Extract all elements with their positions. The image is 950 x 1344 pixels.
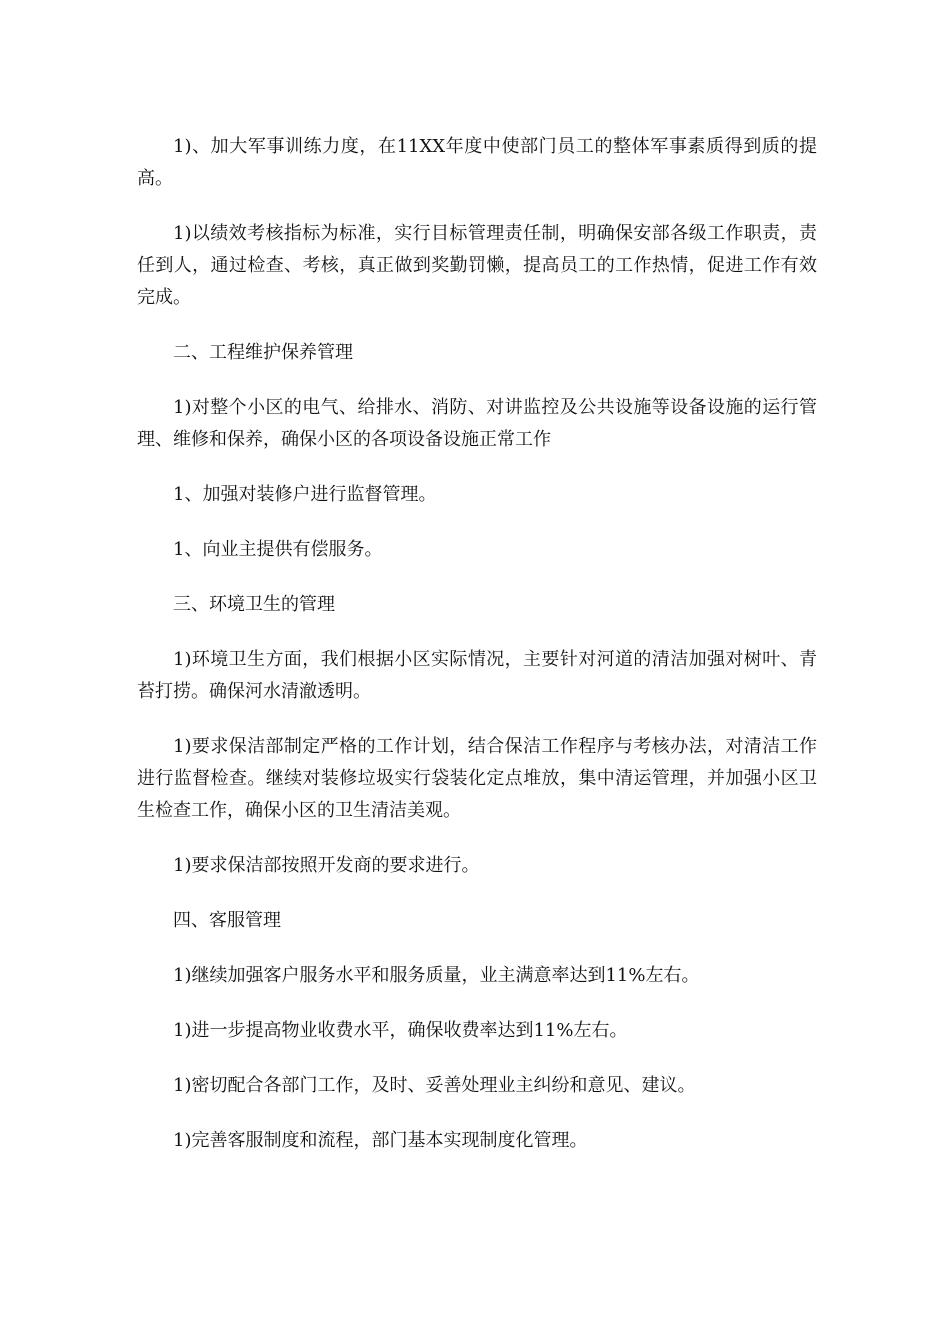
section-heading-engineering: 二、工程维护保养管理: [173, 342, 353, 363]
paragraph-military-training: 1)、加大军事训练力度，在11XX年度中使部门员工的整体军事素质得到质的提高。: [137, 136, 817, 189]
paragraph-renovation-supervision: 1、加强对装修户进行监督管理。: [173, 484, 437, 505]
paragraph-equipment-maintenance: 1)对整个小区的电气、给排水、消防、对讲监控及公共设施等设备设施的运行管理、维修和保养，确保小区的各项设备设施正常工作: [137, 397, 817, 450]
document-page: [137, 131, 817, 1180]
paragraph-developer-requirements: 1)要求保洁部按照开发商的要求进行。: [173, 855, 480, 876]
paragraph-fee-collection: 1)进一步提高物业收费水平，确保收费率达到11%左右。: [173, 1020, 628, 1041]
paragraph-dispute-handling: 1)密切配合各部门工作，及时、妥善处理业主纠纷和意见、建议。: [173, 1075, 696, 1096]
paragraph-cleaning-plan: 1)要求保洁部制定严格的工作计划，结合保洁工作程序与考核办法，对清洁工作进行监督检查。继续对装修垃圾实行袋装化定点堆放，集中清运管理，并加强小区卫生检查工作，确保小区的卫生清洁美观。: [137, 736, 817, 821]
section-heading-environment: 三、环境卫生的管理: [173, 594, 335, 615]
paragraph-river-cleaning: 1)环境卫生方面，我们根据小区实际情况，主要针对河道的清洁加强对树叶、青苔打捞。确保河水清澈透明。: [137, 649, 817, 702]
paragraph-satisfaction-rate: 1)继续加强客户服务水平和服务质量，业主满意率达到11%左右。: [173, 965, 700, 986]
paragraph-paid-services: 1、向业主提供有偿服务。: [173, 539, 383, 560]
paragraph-performance-assessment: 1)以绩效考核指标为标准，实行目标管理责任制，明确保安部各级工作职责，责任到人，通过检查、考核，真正做到奖勤罚懒，提高员工的工作热情，促进工作有效完成。: [137, 223, 817, 308]
paragraph-service-procedures: 1)完善客服制度和流程，部门基本实现制度化管理。: [173, 1130, 588, 1151]
section-heading-customer-service: 四、客服管理: [173, 910, 281, 931]
